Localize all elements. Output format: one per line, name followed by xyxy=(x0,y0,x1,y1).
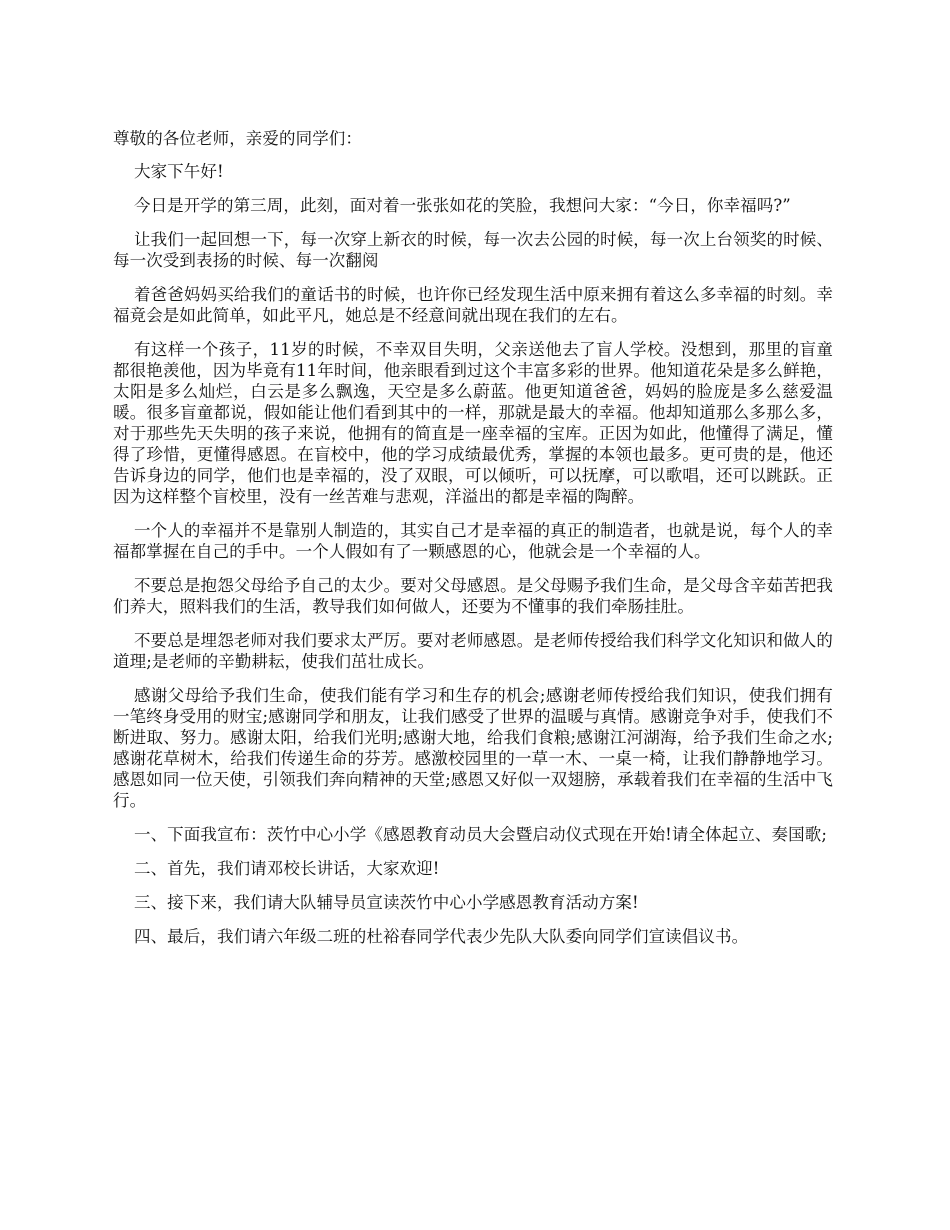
paragraph-happiness-maker: 一个人的幸福并不是靠别人制造的，其实自己才是幸福的真正的制造者，也就是说，每个人的幸福都掌握在自己的手中。一个人假如有了一颗感恩的心，他就会是一个幸福的人。 xyxy=(113,521,833,561)
document-page xyxy=(113,128,833,960)
paragraph-thank-teachers: 不要总是埋怨老师对我们要求太严厉。要对老师感恩。是老师传授给我们科学文化知识和做人的道理;是老师的辛勤耕耘，使我们茁壮成长。 xyxy=(113,631,833,671)
paragraph-greeting: 大家下午好! xyxy=(133,162,224,181)
paragraph-gratitude-list: 感谢父母给予我们生命，使我们能有学习和生存的机会;感谢老师传授给我们知识，使我们拥有一笔终身受用的财宝;感谢同学和朋友，让我们感受了世界的温暖与真情。感谢竞争对手，使我们不断进取、努力。感谢太阳，给我们光明;感谢大地，给我们食粮;感谢江河湖海，给予我们生命之水;感谢花草树木，给我们传递生命的芬芳。感激校园里的一草一木、一桌一椅，让我们静静地学习。感恩如同一位天使，引领我们奔向精神的天堂;感恩又好似一双翅膀，承载着我们在幸福的生活中飞行。 xyxy=(113,686,833,810)
agenda-item-2: 二、首先，我们请邓校长讲话，大家欢迎! xyxy=(133,859,440,878)
paragraph-fairy-tale: 着爸爸妈妈买给我们的童话书的时候，也许你已经发现生活中原来拥有着这么多幸福的时刻。幸福竟会是如此简单，如此平凡，她总是不经意间就出现在我们的左右。 xyxy=(113,285,833,325)
agenda-item-4: 四、最后，我们请六年级二班的杜裕春同学代表少先队大队委向同学们宣读倡议书。 xyxy=(133,927,749,946)
salutation: 尊敬的各位老师，亲爱的同学们： xyxy=(113,129,362,148)
paragraph-recall: 让我们一起回想一下，每一次穿上新衣的时候，每一次去公园的时候，每一次上台领奖的时候、每一次受到表扬的时候、每一次翻阅 xyxy=(113,230,833,270)
agenda-item-3: 三、接下来，我们请大队辅导员宣读茨竹中心小学感恩教育活动方案! xyxy=(133,893,639,912)
agenda-item-1: 一、下面我宣布：茨竹中心小学《感恩教育动员大会暨启动仪式现在开始!请全体起立、奏国歌; xyxy=(133,825,827,844)
paragraph-blind-child: 有这样一个孩子，11岁的时候，不幸双目失明，父亲送他去了盲人学校。没想到，那里的盲童都很艳羡他，因为毕竟有11年时间，他亲眼看到过这个丰富多彩的世界。他知道花朵是多么鲜艳，太阳是多么灿烂，白云是多么飘逸，天空是多么蔚蓝。他更知道爸爸，妈妈的脸庞是多么慈爱温暖。很多盲童都说，假如能让他们看到其中的一样，那就是最大的幸福。他却知道那么多那么多，对于那些先天失明的孩子来说，他拥有的简直是一座幸福的宝库。正因为如此，他懂得了满足，懂得了珍惜，更懂得感恩。在盲校中，他的学习成绩最优秀，掌握的本领也最多。更可贵的是，他还告诉身边的同学，他们也是幸福的，没了双眼，可以倾听，可以抚摩，可以歌唱，还可以跳跃。正因为这样整个盲校里，没有一丝苦难与悲观，洋溢出的都是幸福的陶醉。 xyxy=(113,340,833,506)
paragraph-thank-parents: 不要总是抱怨父母给予自己的太少。要对父母感恩。是父母赐予我们生命，是父母含辛茹苦把我们养大，照料我们的生活，教导我们如何做人，还要为不懂事的我们牵肠挂肚。 xyxy=(113,576,833,616)
paragraph-question: 今日是开学的第三周，此刻，面对着一张张如花的笑脸，我想问大家：“今日，你幸福吗?” xyxy=(133,196,791,215)
